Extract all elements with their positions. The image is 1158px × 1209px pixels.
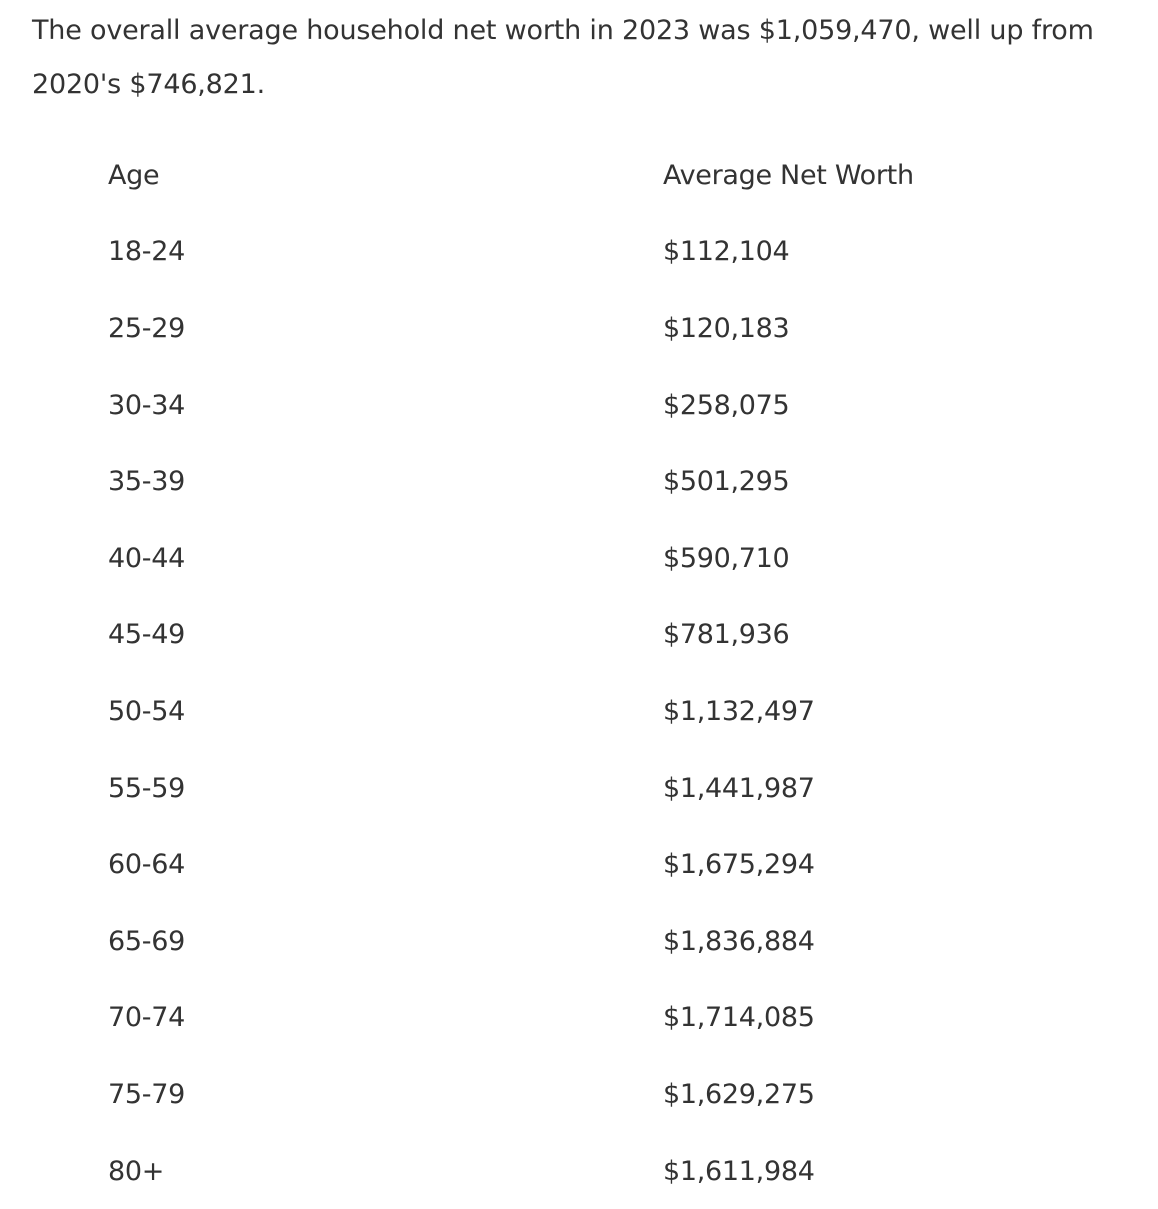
table-row xyxy=(108,980,1108,1057)
net-worth-cell: $1,836,884 xyxy=(663,925,815,957)
net-worth-cell: $501,295 xyxy=(663,466,790,498)
net-worth-cell: $112,104 xyxy=(663,236,790,268)
table-row xyxy=(108,903,1108,980)
table-row xyxy=(108,214,1108,291)
table-row xyxy=(108,520,1108,597)
net-worth-cell: $781,936 xyxy=(663,619,790,651)
table-row xyxy=(108,750,1108,827)
table-row xyxy=(108,673,1108,750)
net-worth-cell: $1,629,275 xyxy=(663,1078,815,1110)
net-worth-cell: $1,714,085 xyxy=(663,1002,815,1034)
table-row xyxy=(108,597,1108,674)
net-worth-cell: $1,441,987 xyxy=(663,772,815,804)
age-cell: 35-39 xyxy=(108,466,185,498)
age-cell: 60-64 xyxy=(108,849,185,881)
age-cell: 40-44 xyxy=(108,542,185,574)
table-row xyxy=(108,290,1108,367)
age-column-header: Age xyxy=(108,159,160,191)
age-cell: 65-69 xyxy=(108,925,185,957)
age-cell: 30-34 xyxy=(108,389,185,421)
net-worth-cell: $1,132,497 xyxy=(663,695,815,727)
age-cell: 80+ xyxy=(108,1155,165,1187)
age-cell: 50-54 xyxy=(108,695,185,727)
table-row xyxy=(108,367,1108,444)
table-row xyxy=(108,443,1108,520)
net-worth-cell: $258,075 xyxy=(663,389,790,421)
net-worth-table xyxy=(108,137,1108,1209)
net-worth-cell: $120,183 xyxy=(663,312,790,344)
net-worth-cell: $1,675,294 xyxy=(663,849,815,881)
intro-paragraph: The overall average household net worth in 2023 was $1,059,470, well up from 2020's $746,821. xyxy=(32,15,1094,100)
table-header-row xyxy=(108,137,1108,214)
table-row xyxy=(108,1056,1108,1133)
table-row xyxy=(108,826,1108,903)
net-worth-cell: $1,611,984 xyxy=(663,1155,815,1187)
table-row xyxy=(108,1133,1108,1209)
age-cell: 75-79 xyxy=(108,1078,185,1110)
age-cell: 70-74 xyxy=(108,1002,185,1034)
net-worth-cell: $590,710 xyxy=(663,542,790,574)
age-cell: 18-24 xyxy=(108,236,185,268)
age-cell: 45-49 xyxy=(108,619,185,651)
age-cell: 55-59 xyxy=(108,772,185,804)
age-cell: 25-29 xyxy=(108,312,185,344)
net-worth-column-header: Average Net Worth xyxy=(663,159,914,191)
